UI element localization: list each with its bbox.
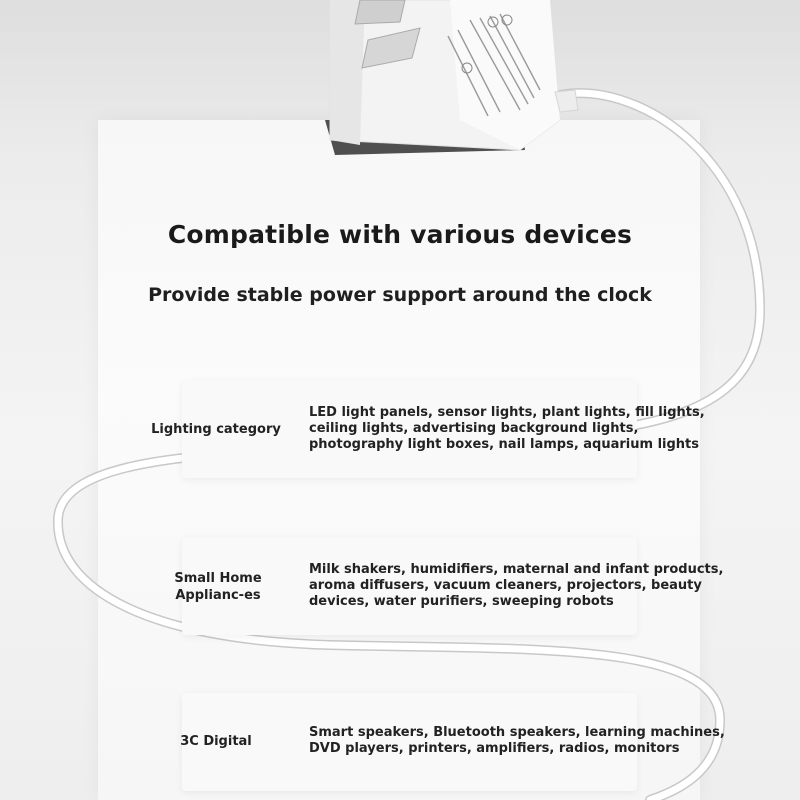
category-name: Lighting category: [151, 422, 281, 437]
category-description: Smart speakers, Bluetooth speakers, learning machines, DVD players, printers, amplifiers, radios, monitors: [309, 725, 725, 756]
category-name: Small Home Applianc-es: [174, 571, 262, 603]
page-title: Compatible with various devices: [167, 220, 633, 249]
page-subtitle: Provide stable power support around the clock: [148, 284, 652, 306]
category-description: LED light panels, sensor lights, plant lights, fill lights, ceiling lights, advertising background lights, photography light boxes, nail lamps, aquarium lights: [309, 405, 705, 452]
category-name: 3C Digital: [180, 734, 252, 749]
power-adapter-icon: [330, 0, 578, 150]
category-description: Milk shakers, humidifiers, maternal and infant products, aroma diffusers, vacuum cleaners, projectors, beauty devices, water purifiers, sweeping robots: [309, 562, 724, 609]
